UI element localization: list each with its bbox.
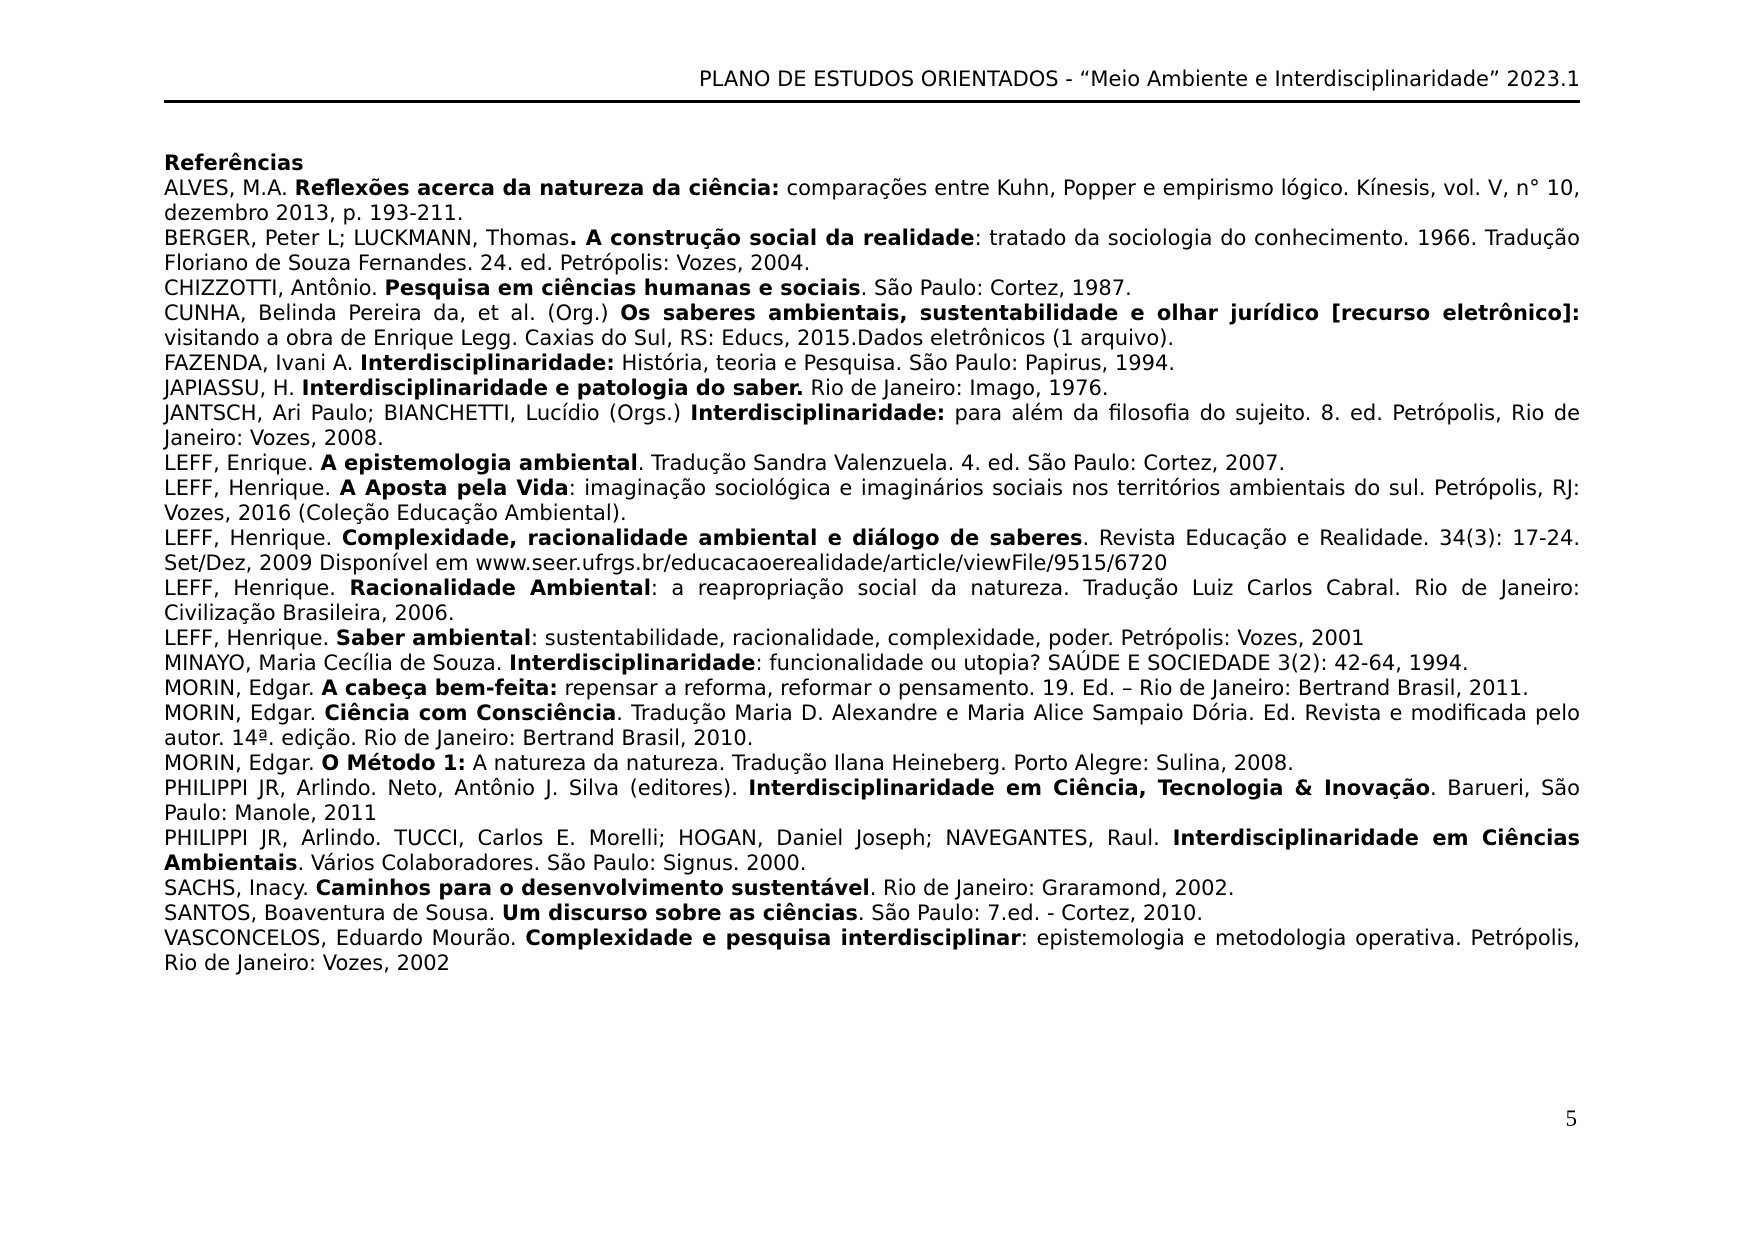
reference-entry — [164, 451, 1580, 476]
reference-title-segment: Interdisciplinaridade em Ciências Ambientais — [164, 826, 1580, 875]
reference-text-segment: ALVES, M.A. — [164, 176, 295, 200]
reference-entry — [164, 926, 1580, 976]
page-header — [164, 0, 1580, 103]
reference-text-segment: . São Paulo: Cortez, 1987. — [860, 276, 1132, 300]
reference-text-segment: SACHS, Inacy. — [164, 876, 316, 900]
reference-text-segment: . Barueri, São Paulo: Manole, 2011 — [164, 776, 1581, 825]
reference-title-segment: A Aposta pela Vida — [339, 476, 569, 500]
references-list — [164, 176, 1580, 976]
reference-text-segment: LEFF, Henrique. — [164, 576, 350, 600]
page-content — [164, 0, 1580, 976]
reference-title-segment: Os saberes ambientais, sustentabilidade e olhar jurídico [recurso eletrônico]: — [620, 301, 1580, 325]
reference-text-segment: A natureza da natureza. Tradução Ilana Heineberg. Porto Alegre: Sulina, 2008. — [465, 751, 1294, 775]
reference-text-segment: : sustentabilidade, racionalidade, complexidade, poder. Petrópolis: Vozes, 2001 — [531, 626, 1365, 650]
reference-text-segment: PHILIPPI JR, Arlindo. Neto, Antônio J. Silva (editores). — [164, 776, 749, 800]
reference-text-segment: História, teoria e Pesquisa. São Paulo: Papirus, 1994. — [614, 351, 1176, 375]
reference-title-segment: Interdisciplinaridade e patologia do saber. — [301, 376, 804, 400]
reference-entry — [164, 276, 1580, 301]
reference-title-segment: Interdisciplinaridade: — [690, 401, 946, 425]
reference-text-segment: : tratado da sociologia do conhecimento. 1966. Tradução Floriano de Souza Fernandes. 24. ed. Petrópolis: Vozes, 2004. — [164, 226, 1580, 275]
reference-text-segment: CUNHA, Belinda Pereira da, et al. (Org.) — [164, 301, 621, 325]
reference-text-segment: MINAYO, Maria Cecília de Souza. — [164, 651, 510, 675]
reference-entry — [164, 301, 1580, 351]
reference-text-segment: LEFF, Enrique. — [164, 451, 321, 475]
reference-text-segment: : a reapropriação social da natureza. Tradução Luiz Carlos Cabral. Rio de Janeiro: Civilização Brasileira, 2006. — [164, 576, 1580, 625]
reference-text-segment: Rio de Janeiro: Imago, 1976. — [803, 376, 1109, 400]
reference-entry — [164, 226, 1580, 276]
reference-text-segment: . São Paulo: 7.ed. - Cortez, 2010. — [857, 901, 1203, 925]
reference-entry — [164, 751, 1580, 776]
reference-entry — [164, 876, 1580, 901]
reference-text-segment: comparações entre Kuhn, Popper e empirismo lógico. Kínesis, vol. V, n° 10, dezembro 2013, p. 193-211. — [164, 176, 1580, 225]
reference-text-segment: . Tradução Sandra Valenzuela. 4. ed. São Paulo: Cortez, 2007. — [637, 451, 1286, 475]
reference-entry — [164, 526, 1580, 576]
reference-text-segment: JANTSCH, Ari Paulo; BIANCHETTI, Lucídio (Orgs.) — [164, 401, 691, 425]
reference-text-segment: . Revista Educação e Realidade. 34(3): 17-24. Set/Dez, 2009 Disponível em www.seer.ufrgs.br/educacaoerealidade/article/viewFile/9515/6720 — [164, 526, 1580, 575]
reference-title-segment: A cabeça bem-feita: — [321, 676, 558, 700]
reference-title-segment: Interdisciplinaridade em Ciência, Tecnologia & Inovação — [748, 776, 1431, 800]
reference-text-segment: . Vários Colaboradores. São Paulo: Signus. 2000. — [297, 851, 807, 875]
reference-text-segment: . Rio de Janeiro: Graramond, 2002. — [869, 876, 1235, 900]
reference-text-segment: . Tradução Maria D. Alexandre e Maria Alice Sampaio Dória. Ed. Revista e modificada pelo autor. 14ª. edição. Rio de Janeiro: Bertrand Brasil, 2010. — [164, 701, 1580, 750]
reference-entry — [164, 351, 1580, 376]
reference-entry — [164, 776, 1580, 826]
reference-text-segment: LEFF, Henrique. — [164, 626, 336, 650]
references-heading: Referências — [164, 151, 304, 175]
reference-entry — [164, 576, 1580, 626]
reference-title-segment: . A construção social da realidade — [569, 226, 975, 250]
reference-text-segment: : imaginação sociológica e imaginários sociais nos territórios ambientais do sul. Petrópolis, RJ: Vozes, 2016 (Coleção Educação Ambiental). — [164, 476, 1580, 525]
reference-entry — [164, 901, 1580, 926]
reference-text-segment: MORIN, Edgar. — [164, 676, 322, 700]
reference-text-segment: visitando a obra de Enrique Legg. Caxias do Sul, RS: Educs, 2015.Dados eletrônicos (1 arquivo). — [164, 326, 1175, 350]
page-number: 5 — [1565, 1106, 1577, 1131]
reference-entry — [164, 701, 1580, 751]
reference-title-segment: O Método 1: — [321, 751, 466, 775]
reference-entry — [164, 676, 1580, 701]
reference-text-segment: PHILIPPI JR, Arlindo. TUCCI, Carlos E. Morelli; HOGAN, Daniel Joseph; NAVEGANTES, Raul. — [164, 826, 1173, 850]
reference-title-segment: Interdisciplinaridade: — [360, 351, 615, 375]
reference-title-segment: Reflexões acerca da natureza da ciência: — [294, 176, 780, 200]
reference-text-segment: FAZENDA, Ivani A. — [164, 351, 361, 375]
reference-text-segment: SANTOS, Boaventura de Sousa. — [164, 901, 502, 925]
reference-text-segment: : funcionalidade ou utopia? SAÚDE E SOCIEDADE 3(2): 42-64, 1994. — [755, 651, 1469, 675]
reference-text-segment: LEFF, Henrique. — [164, 476, 340, 500]
reference-entry — [164, 376, 1580, 401]
reference-entry — [164, 176, 1580, 226]
header-title: PLANO DE ESTUDOS ORIENTADOS - “Meio Ambiente e Interdisciplinaridade” 2023.1 — [698, 67, 1580, 91]
reference-text-segment: VASCONCELOS, Eduardo Mourão. — [164, 926, 526, 950]
reference-title-segment: Complexidade, racionalidade ambiental e diálogo de saberes — [341, 526, 1083, 550]
reference-text-segment: para além da filosofia do sujeito. 8. ed. Petrópolis, Rio de Janeiro: Vozes, 2008. — [164, 401, 1580, 450]
reference-entry — [164, 651, 1580, 676]
reference-text-segment: repensar a reforma, reformar o pensamento. 19. Ed. – Rio de Janeiro: Bertrand Brasil, 2011. — [557, 676, 1529, 700]
reference-entry — [164, 626, 1580, 651]
reference-entry — [164, 476, 1580, 526]
reference-title-segment: Um discurso sobre as ciências — [501, 901, 858, 925]
reference-title-segment: Ciência com Consciência — [324, 701, 617, 725]
reference-title-segment: A epistemologia ambiental — [320, 451, 638, 475]
reference-text-segment: MORIN, Edgar. — [164, 701, 325, 725]
reference-entry — [164, 401, 1580, 451]
reference-text-segment: CHIZZOTTI, Antônio. — [164, 276, 385, 300]
reference-text-segment: BERGER, Peter L; LUCKMANN, Thomas — [164, 226, 570, 250]
reference-title-segment: Pesquisa em ciências humanas e sociais — [384, 276, 861, 300]
reference-title-segment: Complexidade e pesquisa interdisciplinar — [525, 926, 1021, 950]
reference-title-segment: Interdisciplinaridade — [509, 651, 756, 675]
reference-title-segment: Racionalidade Ambiental — [349, 576, 651, 600]
reference-text-segment: JAPIASSU, H. — [164, 376, 302, 400]
reference-text-segment: MORIN, Edgar. — [164, 751, 322, 775]
reference-entry — [164, 826, 1580, 876]
reference-title-segment: Saber ambiental — [335, 626, 532, 650]
reference-title-segment: Caminhos para o desenvolvimento sustentável — [315, 876, 870, 900]
reference-text-segment: LEFF, Henrique. — [164, 526, 342, 550]
reference-text-segment: : epistemologia e metodologia operativa. Petrópolis, Rio de Janeiro: Vozes, 2002 — [164, 926, 1580, 975]
